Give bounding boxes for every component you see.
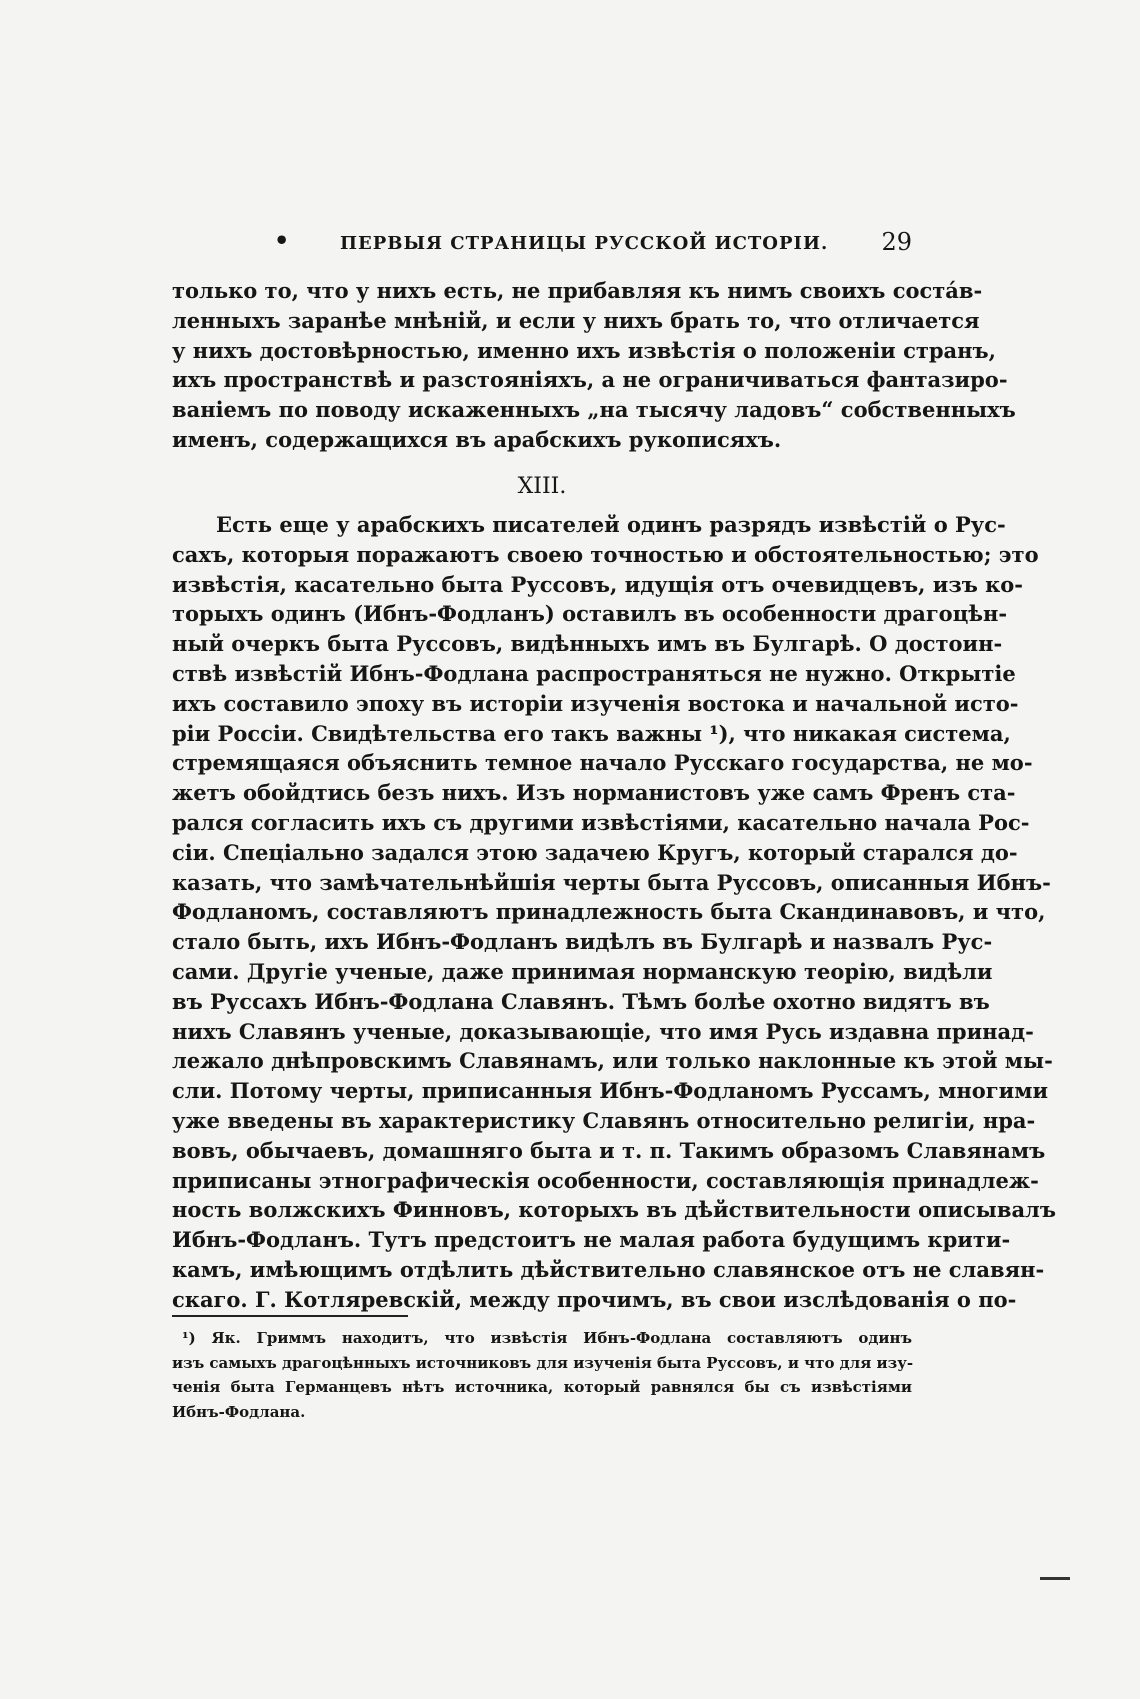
margin-mark [1040, 1577, 1070, 1580]
intro-paragraph [172, 276, 1016, 455]
text-line: приписаны этнографическія особенности, составляющія принадлеж- [172, 1167, 1039, 1193]
text-line: ріи Россіи. Свидѣтельства его такъ важны ¹), что никакая система, [172, 720, 1011, 746]
footnote-line: ченія быта Германцевъ нѣтъ источника, который равнялся бы съ извѣстіями [172, 1378, 912, 1396]
text-line: именъ, содержащихся въ арабскихъ рукописяхъ. [172, 426, 782, 452]
section-heading: XIII. [517, 474, 567, 499]
text-line: ихъ пространствѣ и разстояніяхъ, а не ограничиваться фантазиро- [172, 367, 1008, 393]
text-line: лежало днѣпровскимъ Славянамъ, или только наклонные къ этой мы- [172, 1048, 1053, 1074]
text-line: стремящаяся объяснить темное начало Русскаго государства, не мо- [172, 750, 1033, 776]
text-line: казать, что замѣчательнѣйшія черты быта Руссовъ, описанныя Ибнъ- [172, 869, 1051, 895]
text-line: у нихъ достовѣрностью, именно ихъ извѣстія о положеніи странъ, [172, 337, 996, 363]
text-line: ствѣ извѣстій Ибнъ-Фодлана распространяться не нужно. Открытіе [172, 660, 1016, 686]
footnote-line: ¹) Як. Гриммъ находитъ, что извѣстія Ибнъ-Фодлана составляютъ одинъ [182, 1329, 912, 1347]
text-line: сахъ, которыя поражаютъ своею точностью и обстоятельностью; это [172, 541, 1039, 567]
main-paragraph [172, 510, 1056, 1315]
text-line: сіи. Спеціально задался этою задачею Кругъ, который старался до- [172, 839, 1018, 865]
text-line: уже введены въ характеристику Славянъ относительно религіи, нра- [172, 1107, 1036, 1133]
text-line: сли. Потому черты, приписанныя Ибнъ-Фодланомъ Руссамъ, многими [172, 1078, 1049, 1104]
text-line: стало быть, ихъ Ибнъ-Фодланъ видѣлъ въ Булгарѣ и назвалъ Рус- [172, 929, 993, 955]
text-line: ность волжскихъ Финновъ, которыхъ въ дѣйствительности описывалъ [172, 1197, 1056, 1223]
running-header [172, 226, 912, 260]
footnote-line: Ибнъ-Фодлана. [172, 1402, 306, 1421]
text-line: Есть еще у арабскихъ писателей одинъ разрядъ извѣстій о Рус- [216, 512, 1006, 537]
text-line: ваніемъ по поводу искаженныхъ „на тысячу ладовъ“ собственныхъ [172, 397, 1016, 423]
text-line: въ Руссахъ Ибнъ-Фодлана Славянъ. Тѣмъ болѣе охотно видятъ въ [172, 988, 990, 1014]
text-line: извѣстія, касательно быта Руссовъ, идущія отъ очевидцевъ, изъ ко- [172, 571, 1024, 597]
footnote-rule [172, 1315, 408, 1317]
text-line: торыхъ одинъ (Ибнъ-Фодланъ) оставилъ въ особенности драгоцѣн- [172, 601, 1008, 627]
text-line: только то, что у нихъ есть, не прибавляя къ нимъ своихъ состáв- [172, 278, 983, 303]
footnote [172, 1326, 912, 1424]
text-line: жетъ обойдтись безъ нихъ. Изъ норманистовъ уже самъ Френъ ста- [172, 780, 1016, 806]
header-bullet: • [274, 226, 290, 255]
text-line: камъ, имѣющимъ отдѣлить дѣйствительно славянское отъ не славян- [172, 1256, 1045, 1282]
text-line: нихъ Славянъ ученые, доказывающіе, что имя Русь издавна принад- [172, 1018, 1034, 1044]
text-line: вовъ, обычаевъ, домашняго быта и т. п. Такимъ образомъ Славянамъ [172, 1137, 1046, 1163]
text-line: Фодланомъ, составляютъ принадлежность быта Скандинавовъ, и что, [172, 899, 1046, 925]
text-line: рался согласить ихъ съ другими извѣстіями, касательно начала Рос- [172, 809, 1030, 835]
text-line: Ибнъ-Фодланъ. Тутъ предстоитъ не малая работа будущимъ крити- [172, 1227, 1011, 1253]
text-line: ихъ составило эпоху въ исторіи изученія востока и начальной исто- [172, 690, 1019, 716]
page-number: 29 [881, 228, 912, 256]
running-title: ПЕРВЫЯ СТРАНИЦЫ РУССКОЙ ИСТОРІИ. [340, 233, 829, 254]
text-line: ный очеркъ быта Руссовъ, видѣнныхъ имъ въ Булгарѣ. О достоин- [172, 631, 1003, 657]
text-line: сами. Другіе ученые, даже принимая норманскую теорію, видѣли [172, 958, 993, 984]
text-line: скаго. Г. Котляревскій, между прочимъ, въ свои изслѣдованія о по- [172, 1286, 1017, 1312]
text-line: ленныхъ заранѣе мнѣній, и если у нихъ брать то, что отличается [172, 307, 980, 333]
footnote-line: изъ самыхъ драгоцѣнныхъ источниковъ для изученія быта Руссовъ, и что для изу- [172, 1353, 914, 1372]
